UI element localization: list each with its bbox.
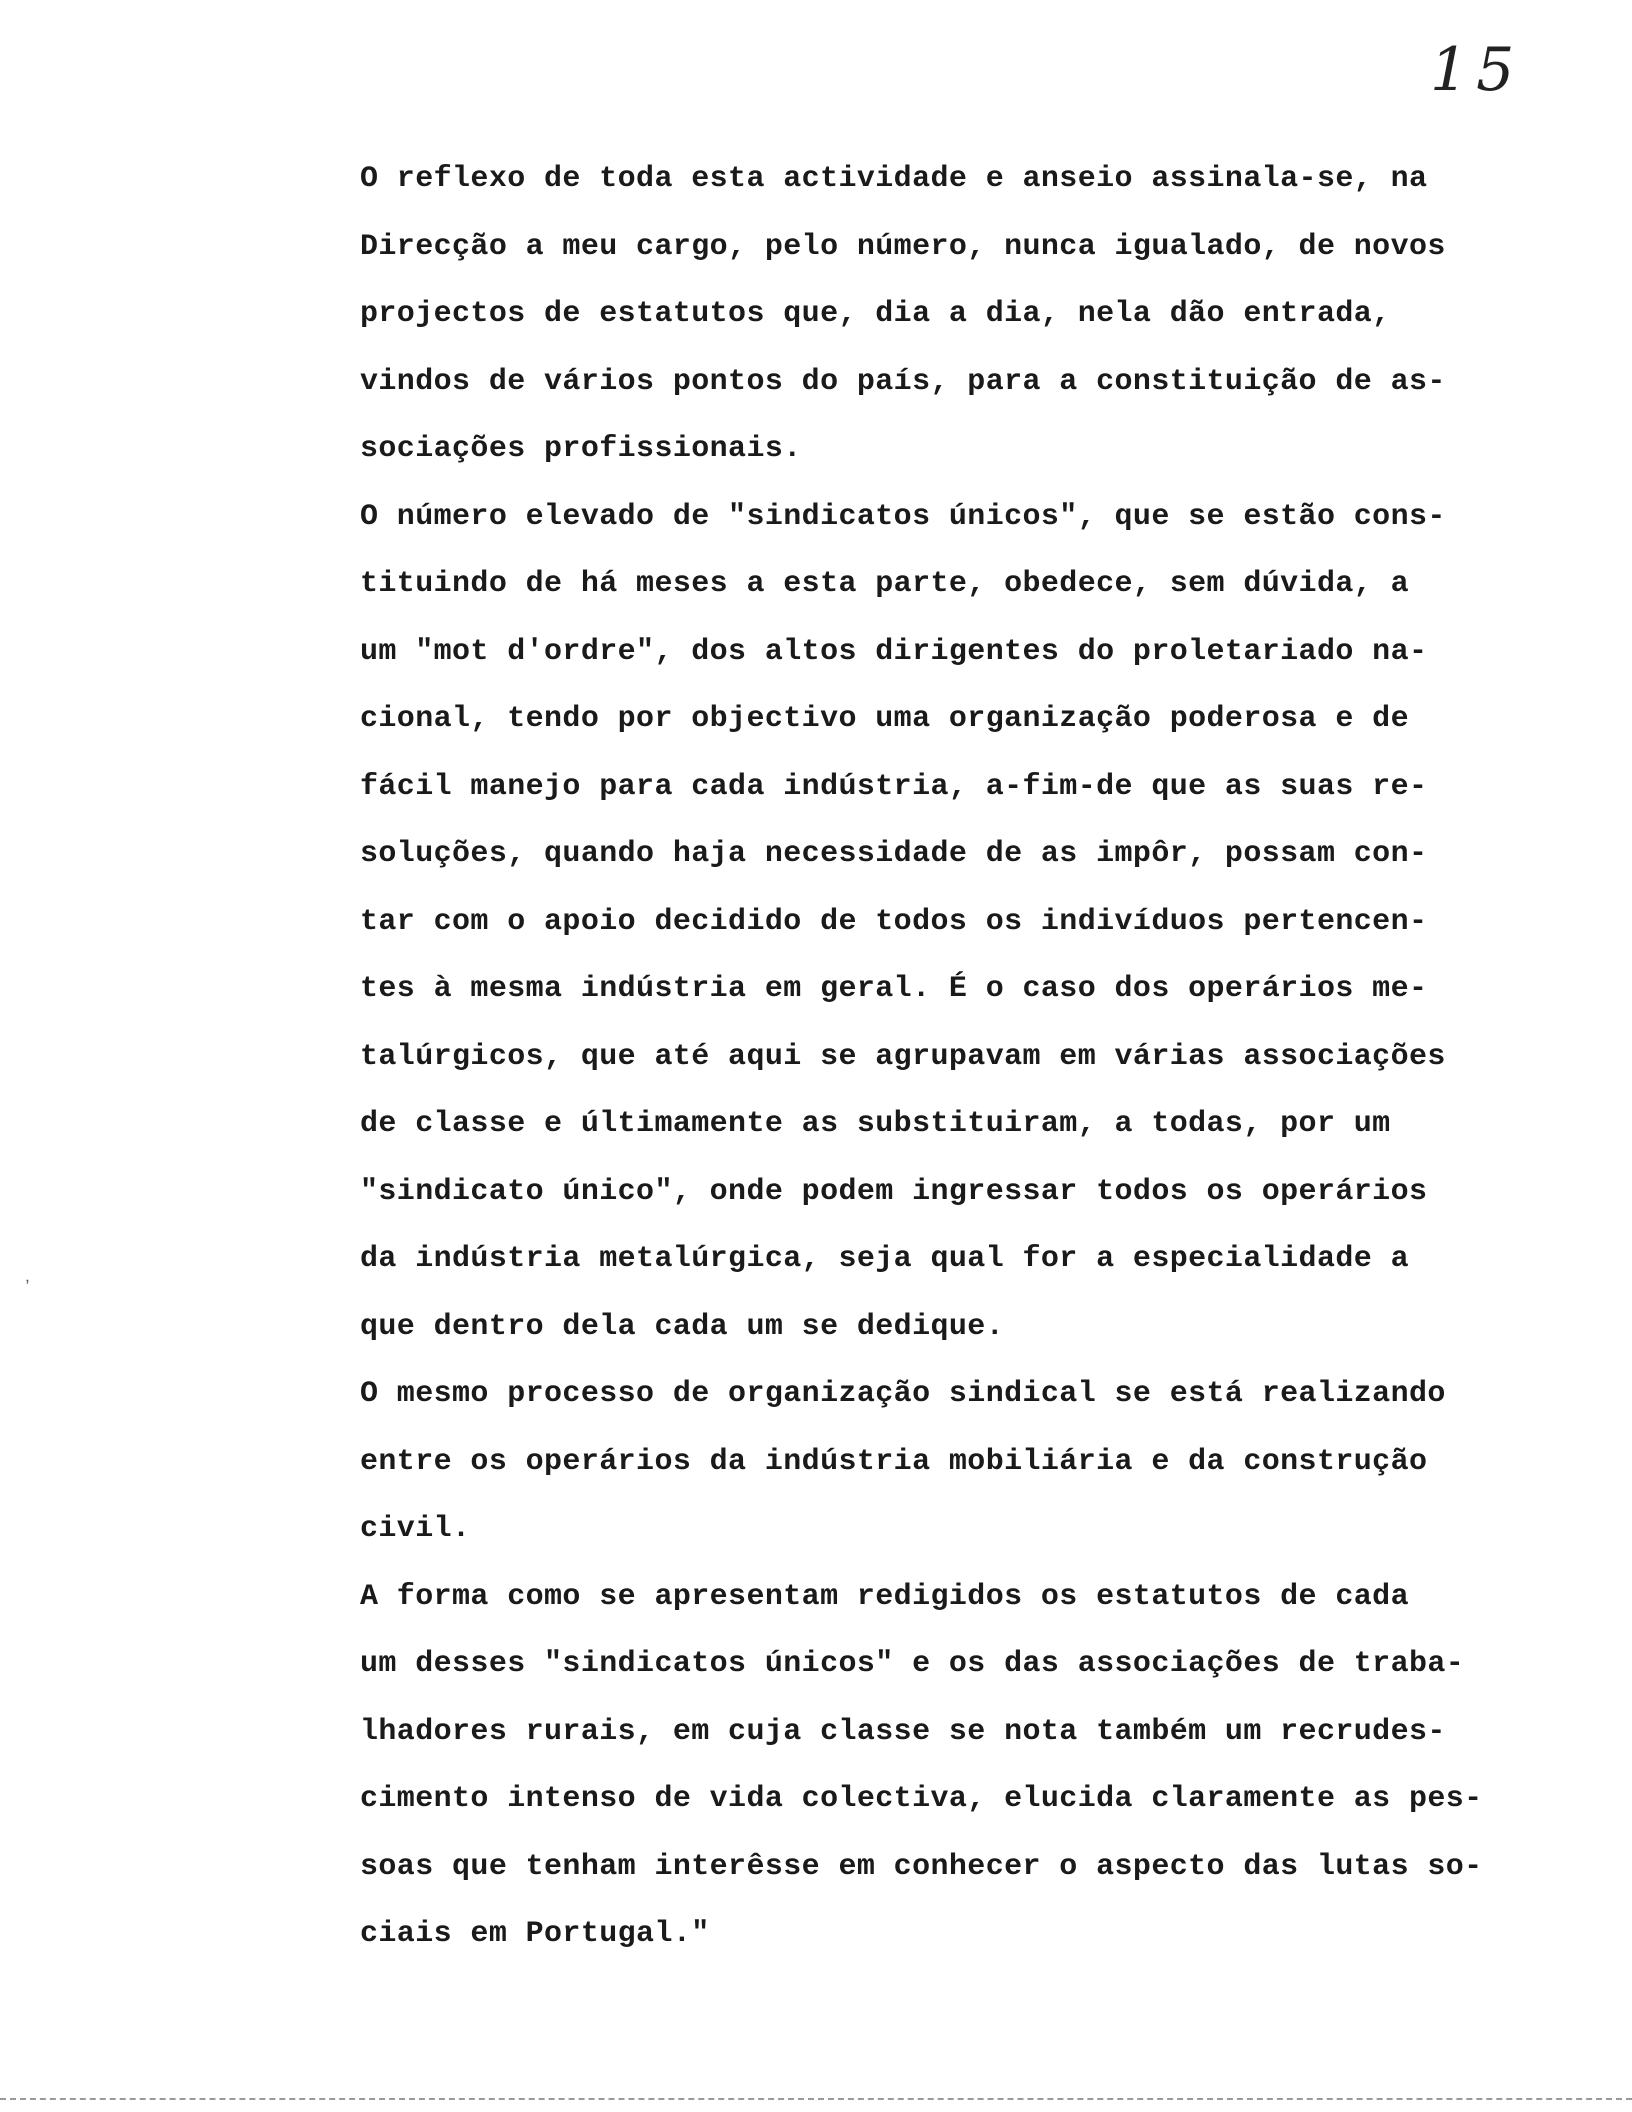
text-line: vindos de vários pontos do país, para a constituição de as- [360,364,1446,399]
text-line: Direcção a meu cargo, pelo número, nunca igualado, de novos [360,229,1446,264]
text-line: um "mot d'ordre", dos altos dirigentes do proletariado na- [360,634,1428,669]
text-line: tituindo de há meses a esta parte, obedece, sem dúvida, a [360,567,1409,601]
text-line: tes à mesma indústria em geral. É o caso dos operários me- [360,972,1428,1006]
text-line: O número elevado de "sindicatos únicos", que se estão cons- [360,499,1446,534]
text-line: cimento intenso de vida colectiva, elucida claramente as pes- [360,1782,1483,1816]
text-line: O reflexo de toda esta actividade e anseio assinala-se, na [360,162,1428,196]
margin-smudge-mark: ʼ [22,1279,33,1299]
text-line: da indústria metalúrgica, seja qual for a especialidade a [360,1242,1409,1276]
page-number: 15 [1430,35,1523,105]
text-line: lhadores rurais, em cuja classe se nota também um recrudes- [360,1714,1446,1749]
text-line: "sindicato único", onde podem ingressar todos os operários [360,1174,1428,1209]
text-line: ciais em Portugal." [360,1917,710,1951]
text-line: um desses "sindicatos únicos" e os das associações de traba- [360,1647,1465,1681]
body-text [360,146,1560,1969]
text-line: O mesmo processo de organização sindical se está realizando [360,1377,1446,1411]
text-line: entre os operários da indústria mobiliária e da construção [360,1444,1428,1479]
text-line: soas que tenham interêsse em conhecer o aspecto das lutas so- [360,1849,1483,1884]
text-line: sociações profissionais. [360,432,802,466]
text-line: tar com o apoio decidido de todos os indivíduos pertencen- [360,904,1428,939]
text-line: soluções, quando haja necessidade de as impôr, possam con- [360,837,1428,871]
text-line: A forma como se apresentam redigidos os estatutos de cada [360,1579,1409,1614]
text-line: talúrgicos, que até aqui se agrupavam em várias associações [360,1039,1446,1074]
text-line: cional, tendo por objectivo uma organização poderosa e de [360,702,1409,736]
text-line: civil. [360,1512,471,1546]
text-line: que dentro dela cada um se dedique. [360,1309,1005,1344]
text-line: projectos de estatutos que, dia a dia, nela dão entrada, [360,297,1391,331]
text-line: fácil manejo para cada indústria, a-fim-de que as suas re- [360,769,1428,804]
text-line: de classe e últimamente as substituiram, a todas, por um [360,1107,1391,1141]
bottom-dashed-rule [0,2098,1632,2100]
